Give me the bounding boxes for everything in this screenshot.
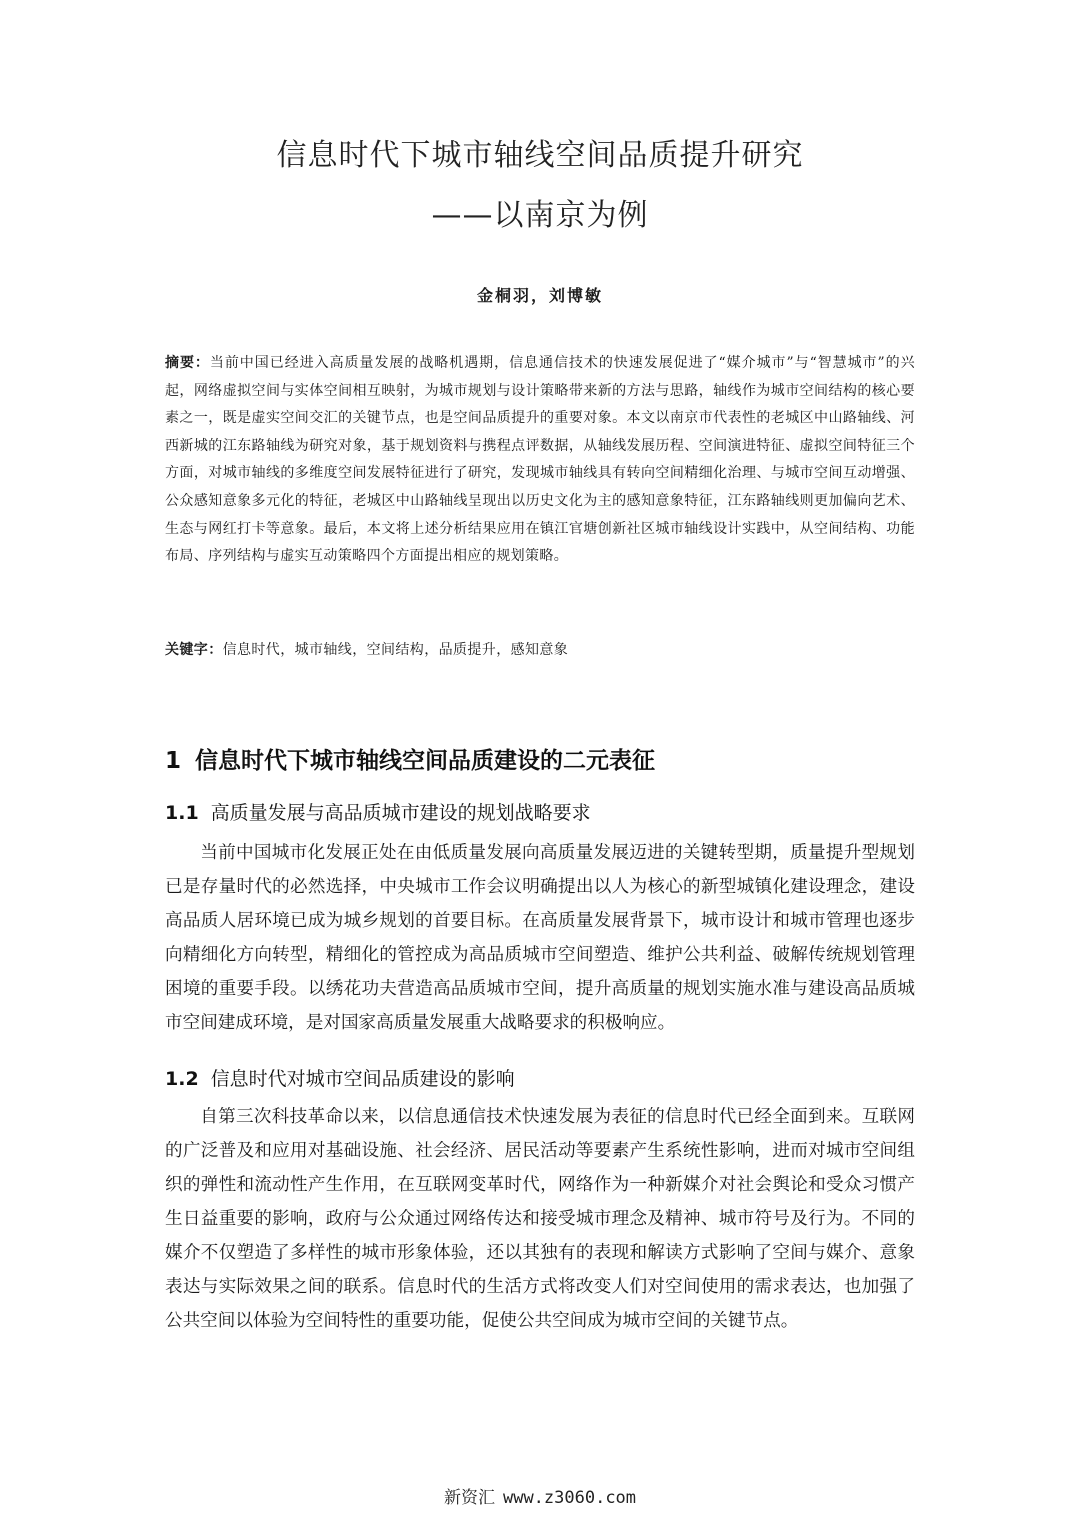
paper-title: 信息时代下城市轴线空间品质提升研究 [276,138,804,173]
section-1-2-heading [165,1064,515,1091]
section-1-title: 信息时代下城市轴线空间品质建设的二元表征 [195,748,656,774]
abstract-block [165,350,915,571]
footer-brand: 新资汇 [443,1488,495,1508]
keywords-label: 关键字： [165,642,223,658]
section-1-2-paragraph: 自第三次科技革命以来，以信息通信技术快速发展为表征的信息时代已经全面到来。互联网的广泛普及和应用对基础设施、社会经济、居民活动等要素产生系统性影响，进而对城市空间组织的弹性和流动性产生作用，在互联网变革时代，网络作为一种新媒介对社会舆论和受众习惯产生日益重要的影响，政府与公众通过网络传达和接受城市理念及精神、城市符号及行为。不同的媒介不仅塑造了多样性的城市形象体验，还以其独有的表现和解读方式影响了空间与媒介、意象表达与实际效果之间的联系。信息时代的生活方式将改变人们对空间使用的需求表达，也加强了公共空间以体验为空间特性的重要功能，促使公共空间成为城市空间的关键节点。 [165,1107,915,1331]
section-1-1-paragraph: 当前中国城市化发展正处在由低质量发展向高质量发展迈进的关键转型期，质量提升型规划已是存量时代的必然选择，中央城市工作会议明确提出以人为核心的新型城镇化建设理念，建设高品质人居环境已成为城乡规划的首要目标。在高质量发展背景下，城市设计和城市管理也逐步向精细化方向转型，精细化的管控成为高品质城市空间塑造、维护公共利益、破解传统规划管理困境的重要手段。以绣花功夫营造高品质城市空间，提升高质量的规划实施水准与建设高品质城市空间建成环境，是对国家高质量发展重大战略要求的积极响应。 [165,843,915,1033]
section-1-1-heading [165,798,591,825]
abstract-label: 摘要： [165,355,210,371]
keywords-block [165,637,915,664]
section-1-number: 1 [165,748,182,774]
footer-site-link[interactable]: www.z3060.com [502,1488,637,1508]
watermark-footer [0,1483,1080,1508]
paper-subtitle: ——以南京为例 [431,198,649,233]
author-list: 金桐羽，刘博敏 [476,286,603,305]
section-1-1-number: 1.1 [165,802,199,824]
section-1-2-title: 信息时代对城市空间品质建设的影响 [210,1068,515,1090]
section-1-1-title: 高质量发展与高品质城市建设的规划战略要求 [210,802,591,824]
keywords-text: 信息时代，城市轴线，空间结构，品质提升，感知意象 [222,642,569,658]
abstract-text: 当前中国已经进入高质量发展的战略机遇期，信息通信技术的快速发展促进了“媒介城市”与“智慧城市”的兴起，网络虚拟空间与实体空间相互映射，为城市规划与设计策略带来新的方法与思路，轴线作为城市空间结构的核心要素之一，既是虚实空间交汇的关键节点，也是空间品质提升的重要对象。本文以南京市代表性的老城区中山路轴线、河西新城的江东路轴线为研究对象，基于规划资料与携程点评数据，从轴线发展历程、空间演进特征、虚拟空间特征三个方面，对城市轴线的多维度空间发展特征进行了研究，发现城市轴线具有转向空间精细化治理、与城市空间互动增强、公众感知意象多元化的特征，老城区中山路轴线呈现出以历史文化为主的感知意象特征，江东路轴线则更加偏向艺术、生态与网红打卡等意象。最后，本文将上述分析结果应用在镇江官塘创新社区城市轴线设计实践中，从空间结构、功能布局、序列结构与虚实互动策略四个方面提出相应的规划策略。 [165,355,915,565]
section-1-heading [165,742,655,775]
section-1-2-number: 1.2 [165,1068,199,1090]
